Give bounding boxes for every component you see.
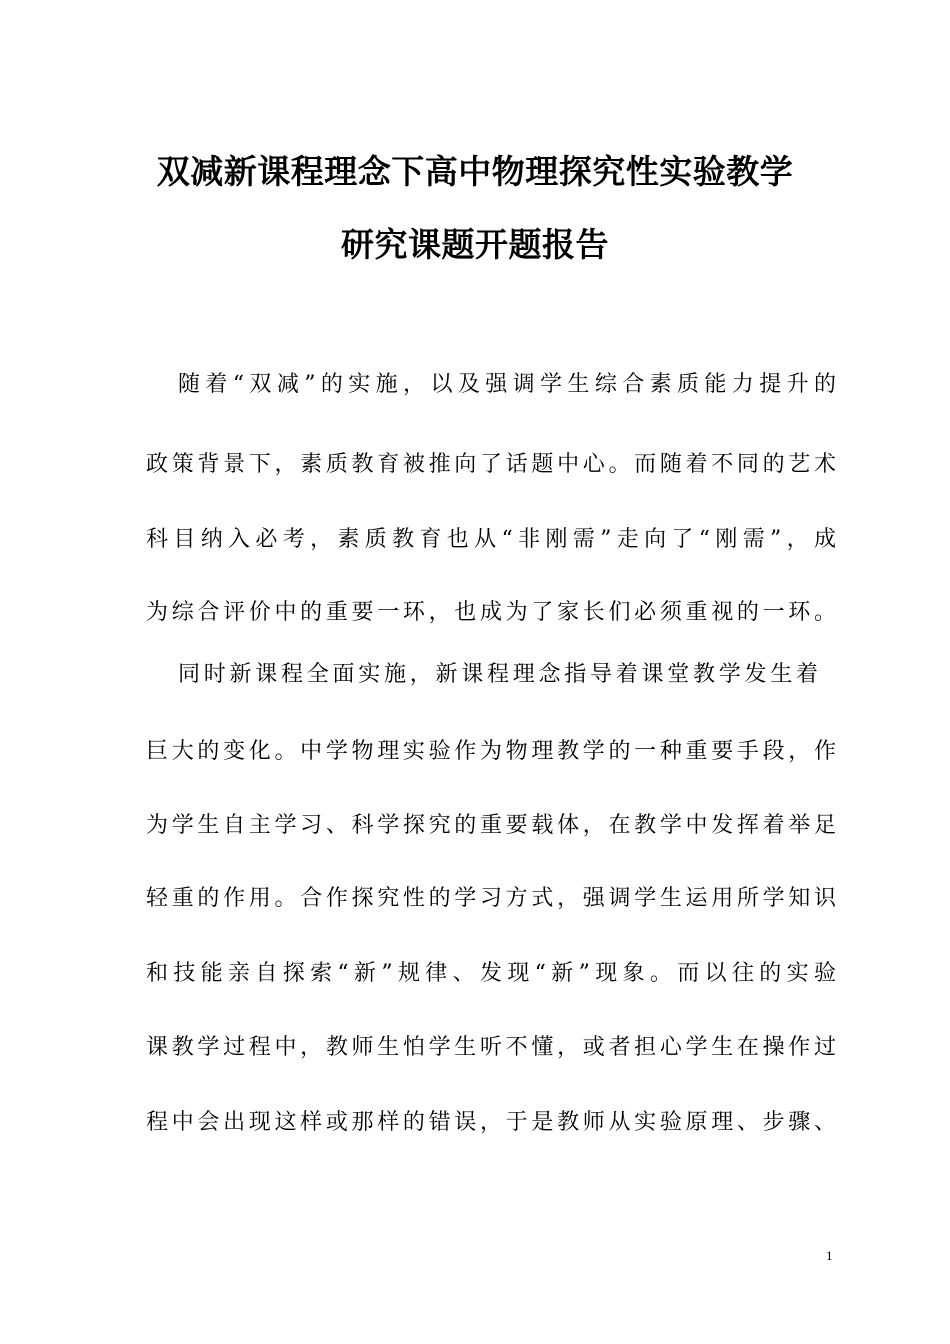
document-title-line-1: 双减新课程理念下高中物理探究性实验教学 <box>156 152 794 191</box>
paragraph-line: 程中会出现这样或那样的错误，于是教师从实验原理、步骤、 <box>146 1110 836 1135</box>
paragraph-line: 科目纳入必考，素质教育也从“非刚需”走向了“刚需”，成 <box>146 527 836 552</box>
paragraph-line: 巨大的变化。中学物理实验作为物理教学的一种重要手段，作 <box>146 739 836 764</box>
paragraph-line: 同时新课程全面实施，新课程理念指导着课堂教学发生着 <box>178 662 818 687</box>
page-number: 1 <box>826 1248 833 1263</box>
paragraph-line: 随着“双减”的实施，以及强调学生综合素质能力提升的 <box>178 372 836 397</box>
paragraph-line: 政策背景下，素质教育被推向了话题中心。而随着不同的艺术 <box>146 452 836 477</box>
paragraph-line: 课教学过程中，教师生怕学生听不懂，或者担心学生在操作过 <box>146 1035 836 1060</box>
paragraph-line: 和技能亲自探索“新”规律、发现“新”现象。而以往的实验 <box>146 961 836 986</box>
document-title-line-2: 研究课题开题报告 <box>341 225 609 264</box>
paragraph-line: 为综合评价中的重要一环，也成为了家长们必须重视的一环。 <box>146 600 836 625</box>
paragraph-line: 为学生自主学习、科学探究的重要载体，在教学中发挥着举足 <box>146 813 836 838</box>
paragraph-line: 轻重的作用。合作探究性的学习方式，强调学生运用所学知识 <box>146 886 836 911</box>
